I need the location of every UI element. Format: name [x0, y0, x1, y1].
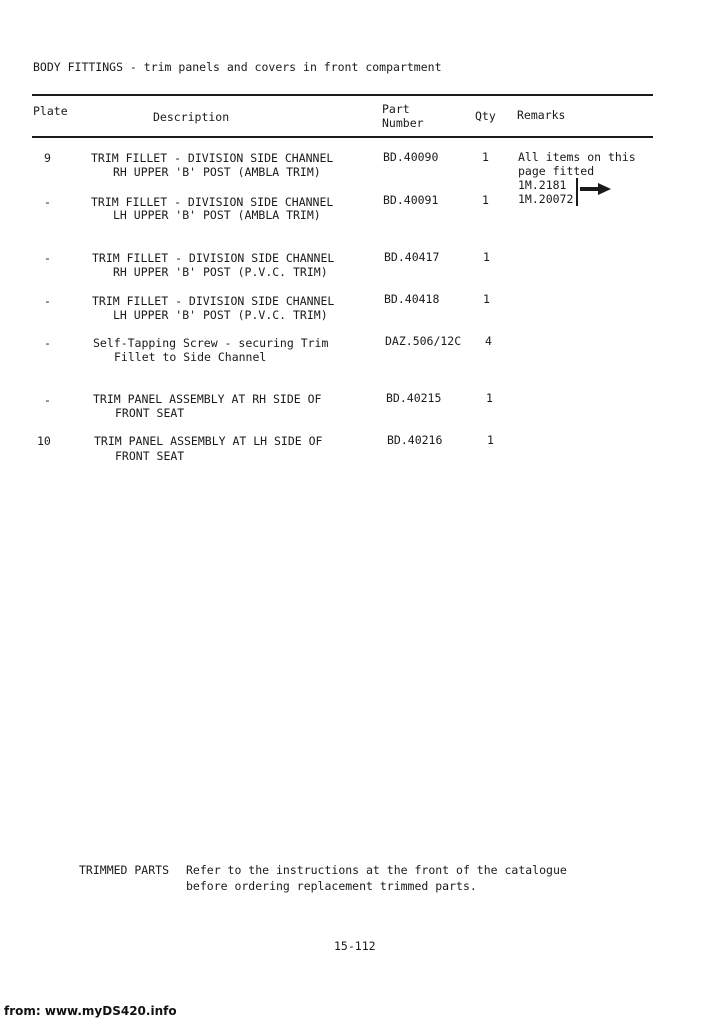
row-qty: 1 — [486, 391, 493, 405]
page-title: BODY FITTINGS - trim panels and covers in front compartment — [33, 60, 442, 74]
note-line1: Refer to the instructions at the front of the catalogue — [186, 863, 567, 877]
note-line2: before ordering replacement trimmed parts. — [186, 879, 477, 893]
page-number: 15-112 — [334, 939, 376, 953]
remarks-line4: 1M.20072 — [518, 192, 574, 206]
row-description-line1: TRIM PANEL ASSEMBLY AT LH SIDE OF — [94, 434, 323, 448]
row-qty: 1 — [483, 292, 490, 306]
row-part-number: BD.40216 — [387, 433, 443, 447]
row-part-number: BD.40418 — [384, 292, 440, 306]
row-plate: - — [44, 393, 51, 407]
row-description-line1: TRIM FILLET - DIVISION SIDE CHANNEL — [92, 251, 335, 265]
row-qty: 1 — [482, 193, 489, 207]
row-description-line2: Fillet to Side Channel — [114, 350, 267, 364]
header-bottom-rule — [32, 136, 653, 138]
source-footer: from: www.myDS420.info — [4, 1004, 177, 1018]
row-description-line1: TRIM FILLET - DIVISION SIDE CHANNEL — [92, 294, 335, 308]
row-description-line1: TRIM FILLET - DIVISION SIDE CHANNEL — [91, 195, 334, 209]
row-qty: 1 — [487, 433, 494, 447]
row-plate: - — [44, 195, 51, 209]
row-part-number: BD.40091 — [383, 193, 439, 207]
remarks-line3: 1M.2181 — [518, 178, 567, 192]
row-part-number: BD.40417 — [384, 250, 440, 264]
column-header-remarks: Remarks — [517, 108, 566, 122]
column-header-plate: Plate — [33, 104, 68, 118]
row-qty: 1 — [482, 150, 489, 164]
row-part-number: BD.40090 — [383, 150, 439, 164]
row-qty: 4 — [485, 334, 492, 348]
row-description-line1: Self-Tapping Screw - securing Trim — [93, 336, 329, 350]
row-description-line2: FRONT SEAT — [115, 406, 185, 420]
column-header-part-line2: Number — [382, 116, 424, 130]
row-plate: - — [44, 251, 51, 265]
row-description-line2: LH UPPER 'B' POST (AMBLA TRIM) — [113, 208, 321, 222]
row-description-line1: TRIM PANEL ASSEMBLY AT RH SIDE OF — [93, 392, 322, 406]
column-header-description: Description — [153, 110, 230, 124]
header-top-rule — [32, 94, 653, 96]
row-description-line2: LH UPPER 'B' POST (P.V.C. TRIM) — [113, 308, 328, 322]
remarks-line2: page fitted — [518, 164, 595, 178]
arrow-right-icon — [580, 182, 612, 196]
row-description-line2: RH UPPER 'B' POST (P.V.C. TRIM) — [113, 265, 328, 279]
note-label: TRIMMED PARTS — [79, 863, 170, 877]
row-plate: - — [44, 294, 51, 308]
row-description-line2: FRONT SEAT — [115, 449, 185, 463]
row-description-line1: TRIM FILLET - DIVISION SIDE CHANNEL — [91, 151, 334, 165]
column-header-qty: Qty — [475, 109, 496, 123]
row-part-number: DAZ.506/12C — [385, 334, 462, 348]
remarks-line1: All items on this — [518, 150, 636, 164]
row-qty: 1 — [483, 250, 490, 264]
row-plate: - — [44, 336, 51, 350]
column-header-part-line1: Part — [382, 102, 410, 116]
row-plate: 9 — [44, 151, 51, 165]
row-plate: 10 — [37, 434, 51, 448]
row-description-line2: RH UPPER 'B' POST (AMBLA TRIM) — [113, 165, 321, 179]
remarks-bracket-bar — [576, 178, 578, 206]
row-part-number: BD.40215 — [386, 391, 442, 405]
